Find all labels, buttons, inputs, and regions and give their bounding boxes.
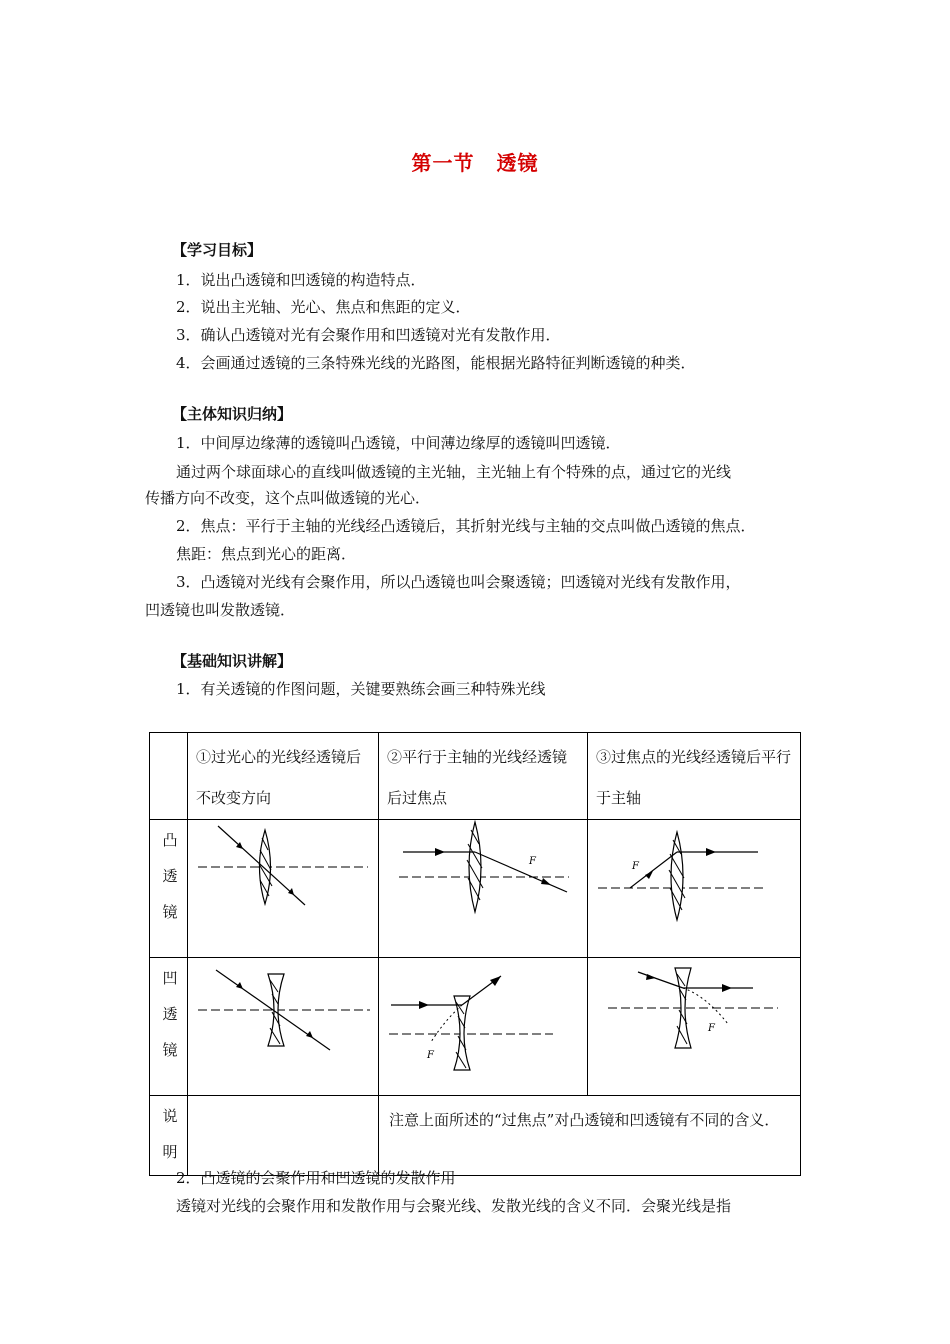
after-paragraph: 透镜对光线的会聚作用和发散作用与会聚光线、发散光线的含义不同．会聚光线是指 (176, 1197, 732, 1215)
goals-heading: 【学习目标】 (172, 241, 263, 259)
header-col3: ③过焦点的光线经透镜后平行于主轴 (588, 733, 801, 820)
concave-parallel-diagram (379, 958, 588, 1096)
convex-center-diagram (188, 820, 379, 958)
goal-item: 2．说出主光轴、光心、焦点和焦距的定义． (176, 298, 471, 316)
goal-item: 3．确认凸透镜对光有会聚作用和凹透镜对光有发散作用． (176, 326, 561, 344)
row-label-concave: 凹透镜 (150, 958, 188, 1096)
summary-paragraph: 传播方向不改变，这个点叫做透镜的光心． (145, 489, 431, 507)
convex-parallel-diagram (379, 820, 588, 958)
row-label-convex: 凸透镜 (150, 820, 188, 958)
svg-text:F: F (427, 1050, 434, 1061)
goal-item: 1．说出凸透镜和凹透镜的构造特点． (176, 271, 426, 289)
concave-focus-diagram (588, 958, 801, 1096)
page-title: 第一节 透镜 (411, 151, 539, 175)
header-col2: ②平行于主轴的光线经透镜后过焦点 (379, 733, 588, 820)
summary-paragraph: 通过两个球面球心的直线叫做透镜的主光轴，主光轴上有个特殊的点，通过它的光线 (176, 463, 732, 481)
summary-heading: 【主体知识归纳】 (172, 405, 293, 423)
lens-table (149, 732, 801, 1176)
goal-item: 4．会画通过透镜的三条特殊光线的光路图，能根据光路特征判断透镜的种类． (176, 354, 696, 372)
after-paragraph: 2．凸透镜的会聚作用和凹透镜的发散作用 (176, 1169, 456, 1187)
svg-text:F: F (708, 1023, 715, 1034)
row-label-note: 说明 (150, 1096, 188, 1176)
concave-center-diagram (188, 958, 379, 1096)
note-empty-cell (188, 1096, 379, 1176)
svg-text:F: F (529, 856, 536, 867)
basics-paragraph: 1．有关透镜的作图问题，关键要熟练会画三种特殊光线 (176, 680, 546, 698)
summary-paragraph: 焦距：焦点到光心的距离． (176, 545, 357, 563)
header-col1: ①过光心的光线经透镜后不改变方向 (188, 733, 379, 820)
summary-paragraph: 凹透镜也叫发散透镜． (145, 601, 296, 619)
basics-heading: 【基础知识讲解】 (172, 652, 293, 670)
note-text: 注意上面所述的“过焦点”对凸透镜和凹透镜有不同的含义． (379, 1096, 801, 1176)
svg-text:F: F (632, 861, 639, 872)
summary-paragraph: 3．凸透镜对光线有会聚作用，所以凸透镜也叫会聚透镜；凹透镜对光线有发散作用， (176, 573, 741, 591)
corner-cell (150, 733, 188, 820)
convex-focus-diagram (588, 820, 801, 958)
summary-paragraph: 2．焦点：平行于主轴的光线经凸透镜后，其折射光线与主轴的交点叫做凸透镜的焦点． (176, 517, 756, 535)
summary-paragraph: 1．中间厚边缘薄的透镜叫凸透镜，中间薄边缘厚的透镜叫凹透镜． (176, 434, 621, 452)
